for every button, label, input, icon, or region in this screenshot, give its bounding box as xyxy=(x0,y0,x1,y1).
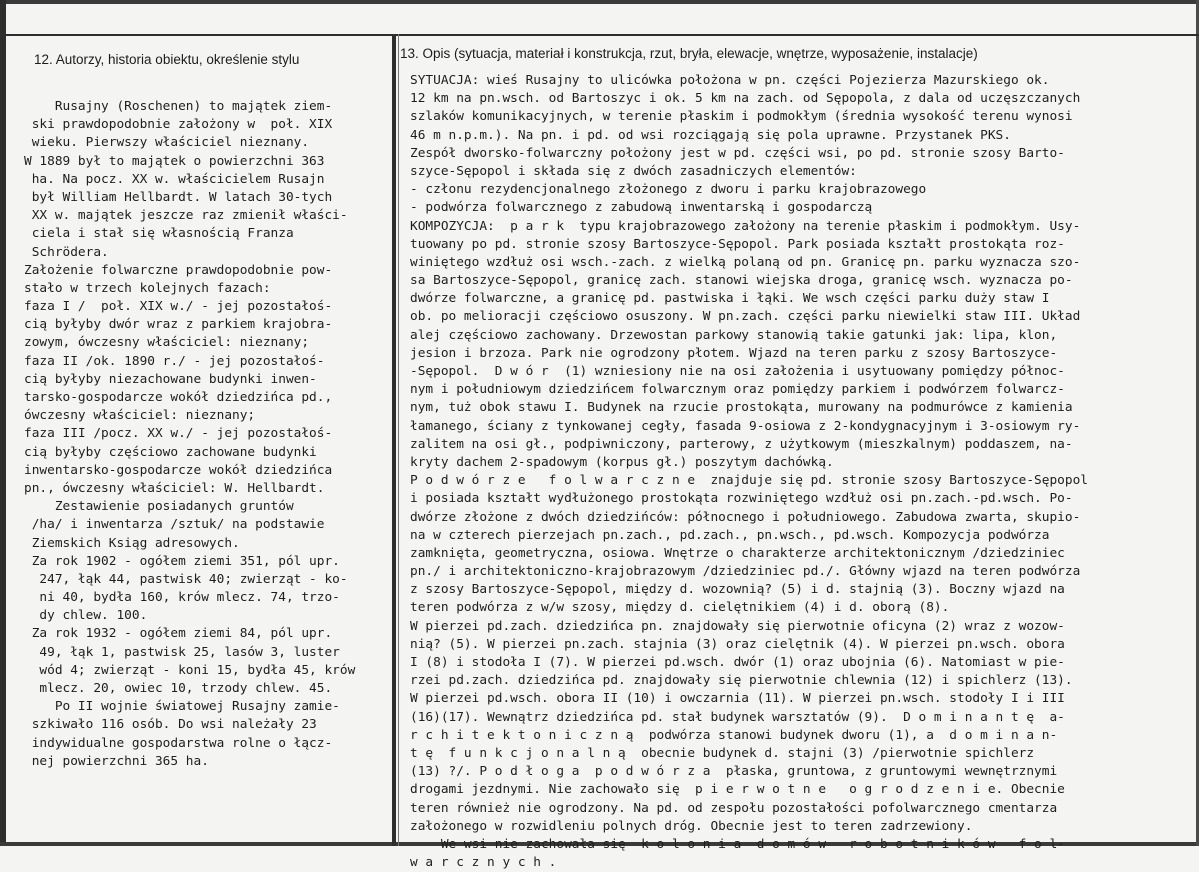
text-line: SYTUACJA: wieś Rusajny to ulicówka położona w pn. części Pojezierza Mazurskiego ok. xyxy=(410,73,1050,88)
text-line: alej częściowo zachowany. Drzewostan parkowy stanowią takie gatunki jak: lipa, klon, xyxy=(410,327,1058,343)
text-line: dwórze złożone z dwóch dziedzińców: północnego i południowego. Zabudowa zwarta, skupio- xyxy=(410,509,1081,525)
text-line: Po II wojnie światowej Rusajny zamie- xyxy=(24,699,340,715)
text-line: na w czterech pierzejach pn.zach., pd.zach., pn.wsch., pd.wsch. Kompozycja podwórza xyxy=(410,527,1050,543)
text-line: Rusajny (Roschenen) to majątek ziem- xyxy=(24,99,333,114)
text-line: łamanego, ściany z tynkowanej cegły, fasada 9-osiowa z 2-kondygnacyjnym i 3-osiowym ry- xyxy=(410,418,1081,434)
text-line: 49, łąk 1, pastwisk 25, lasów 3, luster xyxy=(24,644,340,660)
text-line: z szosy Bartoszyce-Sępopol, między d. wozownią? (5) i d. stajnią (3). Boczny wjazd na xyxy=(410,582,1065,598)
text-line: Ziemskich Ksiąg adresowych. xyxy=(24,535,240,551)
text-line: i posiada kształt wydłużonego prostokąta rozwiniętego wzdłuż osi pn.zach.-pd.wsch. Po- xyxy=(410,491,1073,507)
text-line: był William Hellbardt. W latach 30-tych xyxy=(24,189,333,205)
text-line: nią? (5). W pierzei pn.zach. stajnia (3) oraz cielętnik (4). W pierzei pn.wsch. obora xyxy=(410,636,1065,652)
text-line: pn./ i architektoniczno-krajobrazowym /dziedziniec pd./. Główny wjazd na teren podwórza xyxy=(410,564,1081,580)
text-line: nej powierzchni 365 ha. xyxy=(24,753,209,769)
text-line: wód 4; zwierząt - koni 15, bydła 45, krów xyxy=(24,662,356,678)
text-line: indywidualne gospodarstwa rolne o łącz- xyxy=(24,735,333,751)
text-line: -Sępopol. D w ó r (1) wzniesiony nie na osi założenia i usytuowany pomiędzy północ- xyxy=(410,364,1065,379)
text-line: faza II /ok. 1890 r./ - jej pozostałoś- xyxy=(24,353,325,369)
text-line: Założenie folwarczne prawdopodobnie pow- xyxy=(24,262,333,278)
text-line: szyce-Sępopol i składa się z dwóch zasadniczych elementów: xyxy=(410,163,857,179)
text-line: nym i południowym dziedzińcem folwarcznym oraz pomiędzy parkiem i podwórzem folwarcz- xyxy=(410,382,1065,398)
text-line: założonego w rozwidleniu polnych dróg. Obecnie jest to teren zadrzewiony. xyxy=(410,818,973,834)
description-text-block xyxy=(410,72,1088,872)
text-line: ciela i stał się własnością Franza xyxy=(24,226,294,242)
text-line: W 1889 był to majątek o powierzchni 363 xyxy=(24,153,325,169)
text-line: cią byłyby dwór wraz z parkiem krajobra- xyxy=(24,317,333,333)
text-line: I (8) i stodoła I (7). W pierzei pd.wsch. dwór (1) oraz ubojnia (6). Natomiast w pie- xyxy=(410,655,1065,670)
text-line: - członu rezydencjonalnego złożonego z dworu i parku krajobrazowego xyxy=(410,182,927,198)
text-line: Schrödera. xyxy=(24,244,109,260)
text-line: winiętego wzdłuż osi wsch.-zach. z wielką polaną od pn. Granicę pn. parku wyznacza szo- xyxy=(410,254,1081,270)
text-line: tuowany po pd. stronie szosy Bartoszyce-Sępopol. Park posiada kształt prostokąta roz- xyxy=(410,236,1065,252)
text-line: cią byłyby częściowo zachowane budynki xyxy=(24,444,317,460)
section-13-heading: 13. Opis (sytuacja, materiał i konstrukcja, rzut, bryła, elewacje, wnętrze, wyposażenie, instalacje) xyxy=(400,46,978,61)
text-line: rzei pd.zach. dziedzińca pd. znajdowały się pierwotnie chlewnia (12) i spichlerz (13). xyxy=(410,673,1073,689)
text-line: Zespół dworsko-folwarczny położony jest w pd. części wsi, po pd. stronie szosy Barto- xyxy=(410,145,1065,161)
text-line: zowym, ówczesny właściciel: nieznany; xyxy=(24,335,310,351)
text-line: jesion i brzoza. Park nie ogrodzony płotem. Wjazd na teren parku z szosy Bartoszyce- xyxy=(410,345,1058,361)
text-line: szkiwało 116 osób. Do wsi należały 23 xyxy=(24,717,317,733)
text-line: teren również nie ogrodzony. Na pd. od zespołu pozostałości pofolwarcznego cmentarza xyxy=(410,800,1058,816)
text-line: /ha/ i inwentarza /sztuk/ na podstawie xyxy=(24,517,325,533)
text-line: wieku. Pierwszy właściciel nieznany. xyxy=(24,135,310,151)
text-line: pn., ówczesny właściciel: W. Hellbardt. xyxy=(24,480,325,496)
text-line: W pierzei pd.zach. dziedzińca pn. znajdowały się pierwotnie oficyna (2) wraz z wozow- xyxy=(410,618,1065,634)
text-line: nym, tuż obok stawu I. Budynek na rzucie prostokąta, murowany na podmurówce z kamienia xyxy=(410,400,1073,416)
text-line: ski prawdopodobnie założony w poł. XIX xyxy=(24,117,333,133)
text-line: We wsi nie zachowała się k o l o n i a d o m ó w r o b o t n i k ó w f o l- xyxy=(410,836,1065,852)
text-line: mlecz. 20, owiec 10, trzody chlew. 45. xyxy=(24,681,333,696)
text-line: drogami jezdnymi. Nie zachowało się p i e r w o t n e o g r o d z e n i e. Obecnie xyxy=(410,782,1065,798)
text-line: (13) ?/. P o d ł o g a p o d w ó r z a płaska, gruntowa, z gruntowymi wewnętrznymi xyxy=(410,764,1058,780)
text-line: KOMPOZYCJA: p a r k typu krajobrazowego założony na terenie płaskim i podmokłym. Usy- xyxy=(410,218,1081,234)
text-line: inwentarsko-gospodarcze wokół dziedzińca xyxy=(24,462,333,478)
text-line: 46 m n.p.m.). Na pn. i pd. od wsi rozciągają się pola uprawne. Przystanek PKS. xyxy=(410,127,1011,143)
text-line: dy chlew. 100. xyxy=(24,608,148,624)
text-line: w a r c z n y c h . xyxy=(410,855,557,871)
text-line: tarsko-gospodarcze wokół dziedzińca pd., xyxy=(24,390,333,405)
text-line: ówczesny właściciel: nieznany; xyxy=(24,408,256,424)
column-divider xyxy=(392,34,396,846)
text-line: Zestawienie posiadanych gruntów xyxy=(24,499,294,515)
header-rule xyxy=(0,34,1199,36)
text-line: szlaków komunikacyjnych, w terenie płaskim i podmokłym (średnia wysokość terenu wynosi xyxy=(410,109,1073,125)
text-line: XX w. majątek jeszcze raz zmienił właści- xyxy=(24,208,348,224)
frame-top-border xyxy=(0,0,1199,4)
text-line: faza III /pocz. XX w./ - jej pozostałoś- xyxy=(24,426,333,442)
frame-left-border xyxy=(0,0,6,846)
text-line: (16)(17). Wewnątrz dziedzińca pd. stał budynek warsztatów (9). D o m i n a n t ę a- xyxy=(410,709,1065,725)
text-line: teren podwórza z w/w szosy, między d. cielętnikiem (4) i d. oborą (8). xyxy=(410,600,950,616)
text-line: zamknięta, geometryczna, osiowa. Wnętrze o charakterze architektonicznym /dziedziniec xyxy=(410,545,1065,561)
text-line: 247, łąk 44, pastwisk 40; zwierząt - ko- xyxy=(24,571,348,587)
text-line: ob. po melioracji częściowo osuszony. W pn.zach. części parku niewielki staw III. Układ xyxy=(410,309,1081,325)
text-line: ha. Na pocz. XX w. właścicielem Rusajn xyxy=(24,171,325,187)
section-12-heading: 12. Autorzy, historia obiektu, określenie stylu xyxy=(34,52,300,67)
text-line: zalitem na osi gł., podpiwniczony, parterowy, z użytkowym (mieszkalnym) poddaszem, na- xyxy=(410,436,1073,452)
text-line: t ę f u n k c j o n a l n ą obecnie budynek d. stajni (3) /pierwotnie spichlerz xyxy=(410,745,1035,761)
text-line: dwórze folwarczne, a granicę pd. pastwiska i łąki. We wsch części parku duży staw I xyxy=(410,291,1050,307)
text-line: Za rok 1932 - ogółem ziemi 84, pól upr. xyxy=(24,626,333,642)
text-line: sa Bartoszyce-Sępopol, granicę zach. stanowi wiejska droga, granicę wsch. wyznacza po- xyxy=(410,273,1073,289)
text-line: faza I / poł. XIX w./ - jej pozostałoś- xyxy=(24,299,333,315)
text-line: stało w trzech kolejnych fazach: xyxy=(24,280,271,296)
text-line: kryty dachem 2-spadowym (korpus gł.) poszytym dachówką. xyxy=(410,454,834,470)
text-line: r c h i t e k t o n i c z n ą podwórza stanowi budynek dworu (1), a d o m i n a n- xyxy=(410,727,1058,743)
text-line: P o d w ó r z e f o l w a r c z n e znajduje się pd. stronie szosy Bartoszyce-Sępopol xyxy=(410,473,1088,489)
text-line: - podwórza folwarcznego z zabudową inwentarską i gospodarczą xyxy=(410,200,873,216)
history-text-block xyxy=(24,98,355,771)
text-line: cią byłyby niezachowane budynki inwen- xyxy=(24,371,317,387)
column-divider-thin xyxy=(398,34,399,846)
text-line: Za rok 1902 - ogółem ziemi 351, pól upr. xyxy=(24,553,340,569)
text-line: ni 40, bydła 160, krów mlecz. 74, trzo- xyxy=(24,590,340,606)
text-line: 12 km na pn.wsch. od Bartoszyc i ok. 5 km na zach. od Sępopola, z dala od uczęszczanych xyxy=(410,91,1081,107)
text-line: W pierzei pd.wsch. obora II (10) i owczarnia (11). W pierzei pn.wsch. stodoły I i III xyxy=(410,691,1065,707)
